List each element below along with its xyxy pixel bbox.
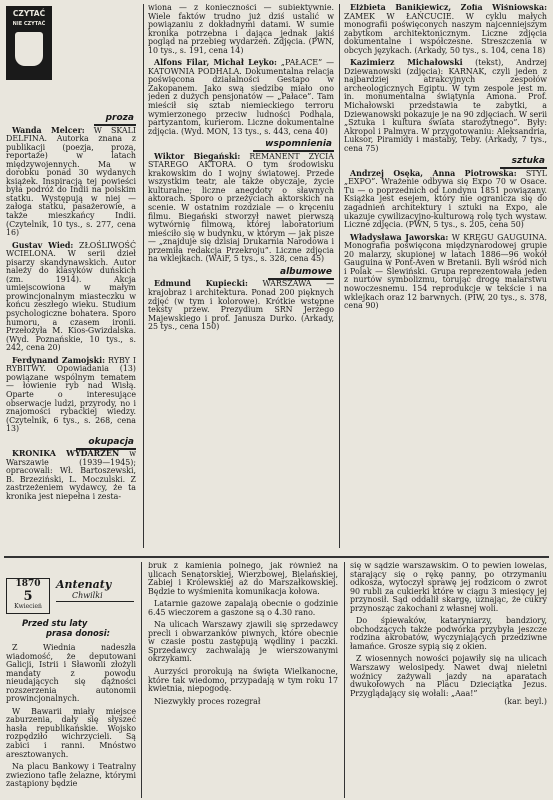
section-okupacja: okupacja [6, 438, 136, 447]
column-logo-line2: Chwilki [72, 591, 103, 600]
book-icon [15, 32, 43, 66]
header-line2: prasa donosi: [46, 628, 110, 638]
review-kronika-cont: wiona — z konieczności — subiektywnie. Wiele faktów trudno już dziś ustalić w powiązaniu z dokładnymi datami. W sumie kronika potrzebna i dająca jednak jakiś pogląd na przebieg wydarzeń. Zdjęcia. (PWN, 10 tys., s. 191, cena 14) [148, 4, 334, 55]
bottom-column-3 [350, 562, 547, 798]
news-item: Z wiosennych nowości pojawiły się na ulicach Warszawy welosipedy. Nawet dwaj nieletni woźnicy zażywali jazdy na aparatach dwukołowych na Placu Dzieciątka Jezus. Przyglądający się wołali: „Aaa!” [350, 654, 547, 698]
column-logo [56, 579, 134, 602]
column-divider [143, 4, 144, 548]
review-kazimierz: Kazimierz Michałowski (tekst), Andrzej Dziewanowski (zdjęcia): KARNAK, czyli jeden z najbardziej atrakcyjnych zespołów archeologicznych Egiptu. W tym zespole jest m. in. monumentalna świątynia Amona. Prof. Michałowski przedstawia te zabytki, a Dziewanowski pokazuje je na 90 zdjęciach. W serii „Sztuka i kultura świata starożytnego”. Były: Akropol i Palmyra. W przygotowaniu: Aleksandria, Luksor, Piramidy i mastaby, Teby. (Arkady, 7 tys., cena 75) [344, 58, 547, 153]
column-divider [141, 562, 142, 798]
column-1 [6, 112, 136, 556]
review-andrzej: Andrzej Osęka, Anna Piotrowska: STYL „EXPO”. Wrażenie odbywa się Expo 70 w Osace. Tu — o poprzednich od Londynu 1851 powiązany. Książka jest esejem, który nie ogranicza się do zagadnień architektury i sztuki na Expo, ale ukazuje cywilizacyjno-kulturową rolę tych wystaw. Liczne zdjęcia. (PWN, 5 tys., s. 205, cena 50) [344, 168, 547, 230]
logo-line1: CZYTAĆ [12, 9, 46, 18]
review-wanda: Wanda Melcer: W SKALI DELFINA. Autorka znana z publikacji (poezja, proza, reportaże) w latach międzywojennych. Ma w dorobku ponad 30 wydanych książek. Inspiracją tej powieści była podróż do Indii na polskim statku. Występują w niej — załoga statku, pasażerowie, a także mieszkańcy Indii. (Czytelnik, 10 tys., s. 277, cena 16) [6, 125, 136, 238]
header-line1: Przed stu laty [22, 618, 88, 628]
section-proza: proza [6, 114, 136, 123]
review-kronika: KRONIKA WYDARZEŃ w Warszawie (1939—1945); opracowali: Wł. Bartoszewski, B. Brzeziński, L. Moczulski. Z zastrzeżeniem wydawcy, że ta kronika jest niepełna i zesta- [6, 449, 136, 501]
column-3 [344, 4, 547, 552]
stamp-year: 1870 [15, 579, 41, 589]
stamp-month: Kwiecień [14, 603, 42, 610]
news-item: Do śpiewaków, kataryniarzy, bandziory, obchodzących także podwórka przybyła jeszcze rodzina akrobatów, wyczyniających przedziwne łamańce. Grosze sypią się z okien. [350, 616, 547, 651]
bottom-column-1 [6, 618, 136, 798]
section-sztuka: sztuka [344, 157, 547, 166]
news-item: Niezwykły proces rozegrał [154, 696, 261, 706]
section-wspomnienia: wspomnienia [148, 140, 334, 149]
column-divider [344, 562, 345, 798]
news-item: Latarnie gazowe zapalają obecnie o godzinie 6.45 wieczorem a gaszone są o 4.30 rano. [148, 599, 338, 617]
section-divider [4, 556, 549, 558]
czytac-logo [6, 6, 52, 80]
review-ferdynand: Ferdynand Zamojski: RYBY I RYBITWY. Opowiadania (13) powiązane wspólnym tematem — łowienie ryb nad Wisłą. Oparte o interesujące obserwacje ludzi, przyrody, no i znajomości rybackiej wiedzy. (Czytelnik, 6 tys., s. 268, cena 13) [6, 355, 136, 434]
column-logo-line1: Antenaty [56, 578, 112, 591]
news-item: bruk z kamienia polnego, jak również na ulicach Senatorskiej, Wierzbowej, Bielańskiej, Żabiej i Królewskiej aż do Marszałkowskiej. Będzie to wyśmienita komunikacja kołowa. [148, 562, 338, 596]
date-stamp [6, 578, 50, 614]
review-elzbieta: Elżbieta Banikiewicz, Zofia Wiśniowska: ZAMEK W ŁAŃCUCIE. W cyklu małych monografii poświęconych naszym najcenniejszym zabytkom architektonicznym. Liczne zdjęcia dokumentalne i współczesne. Streszczenia w obcych językach. (Arkady, 50 tys., s. 104, cena 18) [344, 4, 547, 55]
review-wladyslawa: Władysława Jaworska: W KRĘGU GAUGUINA. Monografia poświęcona międzynarodowej grupie 20 malarzy, skupionej w latach 1886—96 wokół Gauguina w Pont-Aven w Bretanii. Byli wśród nich i Polak — Ślewiński. Grupa reprezentowała jeden z nurtów symbolizmu, torując drogę malarstwu nowoczesnemu. 154 reprodukcje w tekście i na wklejkach oraz 12 barwnych. (PIW, 20 tys., s. 378, cena 90) [344, 232, 547, 311]
news-item: Na ulicach Warszawy zjawili się sprzedawcy precli i obwarzanków piwnych, które obecnie w czasie postu zastępują wędliny i paczki. Sprzedawcy zachwalają je wierszowanymi okrzykami. [148, 620, 338, 664]
review-gustav: Gustav Wied: ZŁOŚLIWOŚĆ WCIELONA. W serii dzieł pisarzy skandynawskich. Autor należy do klasyków duńskich (zm. 1914). Akcja umiejscowiona w małym prowincjonalnym miasteczku w końcu zeszłego wieku. Studium psychologiczne bohatera. Sporo humoru, a czasem ironii. Przełożyła M. Kios-Gwizdalska. (Wyd. Poznańskie, 10 tys., s. 242, cena 20) [6, 240, 136, 353]
news-item: Z Wiednia nadeszła wiadomość, że deputowani Galicji, Istrii i Sławonii złożyli mandaty z powodu nieudających się dążności rozszerzenia autonomii prowincjonalnych. [6, 643, 136, 704]
signature: (kar. beyl.) [504, 697, 547, 707]
logo-line2: NIE CZYTAĆ [12, 21, 46, 27]
news-item: Na placu Bankowy i Teatralny zwieziono tafle żelazne, którymi zastąpiony będzie [6, 762, 136, 789]
news-item: się w sądzie warszawskim. O to pewien lowelas, starający się o rękę panny, po otrzymaniu odkosza, wytoczył sprawę jej rodzicom o zwrot 90 rubli za cukierki które w ciągu 3 miesięcy jej przynosił. Sąd oddalił skargę, uznając, że cukry przynosząc zakochani z własnej woli. [350, 562, 547, 613]
column-divider [339, 4, 340, 548]
review-alfons: Alfons Filar, Michał Leyko: „PAŁACE” — KATOWNIA PODHALA. Dokumentalna relacja poświęcona działalności Gestapo w Zakopanem. Jako swą siedzibę miało ono jeden z dużych pensjonatów — „Pałace”. Tam mieścił się sztab niemieckiego terroru wymierzonego przeciw ludności Podhala, partyzantom, kurierom. Liczne dokumentalne zdjęcia. (Wyd. MON, 13 tys., s. 443, cena 40) [148, 58, 334, 136]
review-edmund: Edmund Kupiecki: WARSZAWA — krajobraz i architektura. Ponad 200 pięknych zdjęć (w tym i kolorowe). Krótkie wstępne teksty przew. Prezydium SRN Jerzego Majewskiego i prof. Janusza Durko. (Arkady, 25 tys., cena 150) [148, 279, 334, 332]
column-2 [148, 4, 334, 552]
bottom-column-2 [148, 562, 338, 798]
news-item: Aurzyści prorokują na święta Wielkanocne, które tak wiedomo, przypadają w tym roku 17 kwietnia, niepogodę. [148, 667, 338, 694]
section-albumowe: albumowe [148, 268, 334, 277]
stamp-day: 5 [23, 589, 33, 604]
news-item: W Bawarii miały miejsce zaburzenia, dały się słyszeć hasła republikańskie. Wojsko rozpędziło wichrzycieli. Są zabici i ranni. Mnóstwo aresztowanych. [6, 706, 136, 759]
review-wiktor: Wiktor Biegański: REMANENT ŻYCIA STAREGO AKTORA. O tym środowisku krakowskim do I wojny światowej. Przede wszystkim teatr, ale także obyczaje, życie kulturalne; liczne anegdoty o sławnych aktorach. Sporo o przeżyciach aktorskich na scenie. W ostatnim rozdziale — o kręceniu filmu. Biegański stworzył nawet pierwszą wytwórnię filmową, której laboratorium mieściło się w budynku, w którym — jak pisze — „znajduje się dzisiaj Drukarnia Narodowa i przemiła redakcja Przekroju”. Liczne zdjęcia na wklejkach. (WAiF, 5 tys., s. 328, cena 45) [148, 151, 334, 264]
